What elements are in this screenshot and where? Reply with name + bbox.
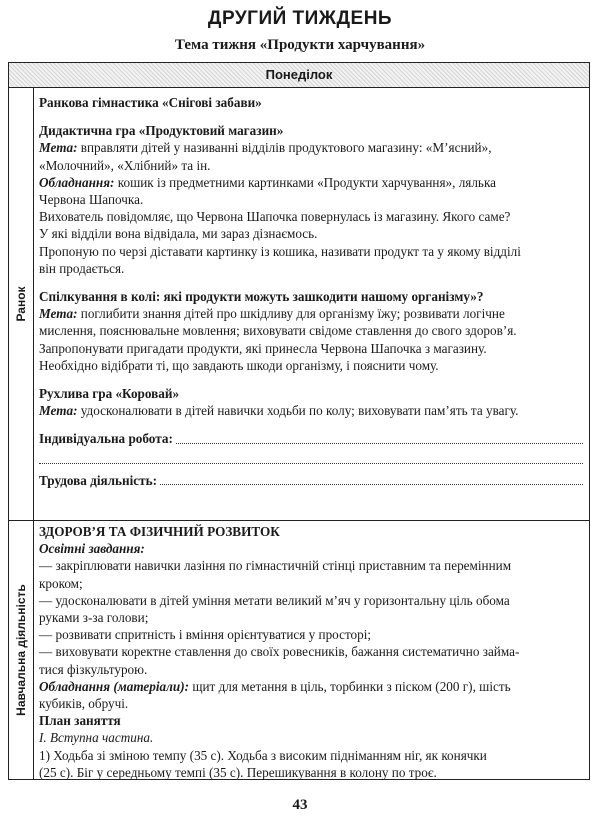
row-divider xyxy=(9,520,589,521)
morning-label: Ранок xyxy=(14,285,28,322)
task-item-cont: тися фізкультурою. xyxy=(39,661,148,677)
didactic-game-title: Дидактична гра «Продуктовий магазин» xyxy=(39,123,284,139)
learning-row-label xyxy=(9,521,34,779)
plan-table xyxy=(8,62,590,780)
active-game-goal: Мета: удосконалювати в дітей навички ходьби по колу; виховувати пам’ять та увагу. xyxy=(39,403,519,419)
section-title: ЗДОРОВ’Я ТА ФІЗИЧНИЙ РОЗВИТОК xyxy=(39,524,280,539)
didactic-game-goal: Мета: вправляти дітей у називанні відділів продуктового магазину: «М’ясний», xyxy=(39,140,492,156)
page-title: ДРУГИЙ ТИЖДЕНЬ xyxy=(207,8,393,29)
labor-activity-label: Трудова діяльність: xyxy=(39,472,157,488)
part-one-text: (25 с). Біг у середньому темпі (35 с). Перешикування в колону по троє. xyxy=(39,764,437,780)
didactic-game-equipment-cont: Червона Шапочка. xyxy=(39,192,144,208)
circle-talk-goal: Мета: поглибити знання дітей про шкідливу для організму їжу; розвивати логічне xyxy=(39,306,505,322)
task-item-cont: кроком; xyxy=(39,575,83,591)
part-one-title: I. Вступна частина. xyxy=(39,730,154,746)
morning-content xyxy=(39,94,583,489)
circle-talk-goal-cont: мислення, пояснювальне мовлення; виховувати свідоме ставлення до свого здоров’я. xyxy=(39,323,517,339)
page-number: 43 xyxy=(292,797,308,813)
didactic-game-text: Вихователь повідомляє, що Червона Шапочка повернулась із магазину. Якого саме? xyxy=(39,209,511,225)
gymnastics-title: Ранкова гімнастика «Снігові забави» xyxy=(39,95,262,110)
week-theme: Тема тижня «Продукти харчування» xyxy=(174,37,426,53)
equipment-line-cont: кубиків, обручі. xyxy=(39,696,129,712)
day-header: Понеділок xyxy=(9,63,589,88)
task-item: — удосконалювати в дітей уміння метати великий м’яч у горизонтальну ціль обома xyxy=(39,592,510,608)
active-game-title: Рухлива гра «Коровай» xyxy=(39,386,180,402)
morning-row-label xyxy=(9,87,34,520)
didactic-game-equipment: Обладнання: кошик із предметними картинками «Продукти харчування», лялька xyxy=(39,174,497,190)
learning-label: Навчальна діяльність xyxy=(14,584,28,716)
task-item: — закріплювати навички лазіння по гімнастичній стінці приставним та перемінним xyxy=(39,558,512,574)
learning-content xyxy=(39,523,583,781)
circle-talk-title: Спілкування в колі: які продукти можуть зашкодити нашому організму»? xyxy=(39,289,484,305)
circle-talk-text: Запропонувати пригадати продукти, які принесла Червона Шапочка з магазину. xyxy=(39,340,487,356)
task-item: — виховувати коректне ставлення до своїх ровесників, бажання систематично займа- xyxy=(39,644,520,660)
equipment-line: Обладнання (матеріали): щит для метання в ціль, торбинки з піском (200 г), шість xyxy=(39,678,511,694)
didactic-game-goal-cont: «Молочний», «Хлібний» та ін. xyxy=(39,157,211,173)
plan-title: План заняття xyxy=(39,713,121,729)
didactic-game-text: він продається. xyxy=(39,260,125,276)
didactic-game-text: Пропоную по черзі діставати картинку із кошика, називати продукт та у якому відділі xyxy=(39,243,521,259)
circle-talk-text: Необхідно відібрати ті, що завдають шкоди організму, і пояснити чому. xyxy=(39,357,439,373)
tasks-label: Освітні завдання: xyxy=(39,541,145,557)
didactic-game-text: У які відділи вона відвідала, ми зараз дізнаємось. xyxy=(39,226,318,242)
part-one-text: 1) Ходьба зі зміною темпу (35 с). Ходьба з високим підніманням ніг, як конячки xyxy=(39,747,487,763)
blank-dotted-line xyxy=(39,448,583,464)
task-item-cont: руками з-за голови; xyxy=(39,610,149,626)
individual-work-line xyxy=(39,430,583,447)
individual-work-label: Індивідуальна робота: xyxy=(39,431,173,447)
task-item: — розвивати спритність і вміння орієнтуватися у просторі; xyxy=(39,627,372,643)
labor-activity-line xyxy=(39,472,583,489)
